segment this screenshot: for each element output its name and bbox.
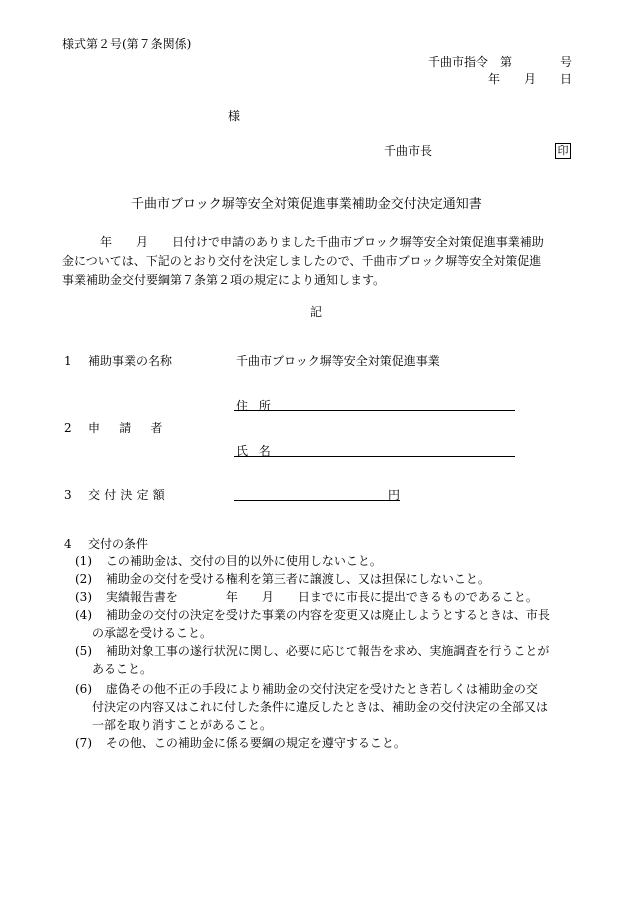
sender-title: 千曲市長 (384, 144, 433, 158)
name-underline (234, 456, 515, 457)
item3-label: 交付決定額 (88, 488, 170, 502)
address-underline (234, 410, 515, 411)
item4-number: 4 (64, 537, 72, 551)
item3-unit: 円 (388, 488, 401, 502)
condition-1 (75, 555, 382, 567)
condition-6-text-3: 一部を取り消すことがあること。 (92, 718, 273, 732)
body-line-1: 年 月 日付けで申請のありました千曲市ブロック塀等安全対策促進事業補助 (100, 235, 544, 249)
item2-address-label: 住所 (236, 399, 282, 413)
item1-number: 1 (64, 354, 72, 368)
body-line-2: 金については、下記のとおり交付を決定しましたので、千曲市ブロック塀等安全対策促進 (62, 254, 542, 268)
condition-7-number: (7) (75, 736, 92, 750)
condition-5-text-1: 補助対象工事の遂行状況に関し、必要に応じて報告を求め、実施調査を行うことが (105, 644, 550, 658)
condition-4-text-2: の承認を受けること。 (92, 626, 213, 640)
condition-2-number: (2) (75, 572, 92, 586)
condition-6 (75, 683, 538, 695)
amount-underline (234, 500, 400, 501)
item2-name-label: 氏名 (236, 444, 282, 458)
condition-4-number: (4) (75, 608, 92, 622)
condition-6-number: (6) (75, 682, 92, 696)
condition-4-text-1: 補助金の交付の決定を受けた事業の内容を変更又は廃止しようとするときは、市長 (105, 608, 550, 622)
item1-label: 補助事業の名称 (88, 354, 173, 368)
condition-7 (75, 737, 406, 749)
condition-3-text: 実績報告書を 年 月 日までに市長に提出できるものであること。 (105, 590, 538, 604)
condition-5-number: (5) (75, 644, 92, 658)
document-title: 千曲市ブロック塀等安全対策促進事業補助金交付決定通知書 (131, 197, 482, 212)
condition-3-number: (3) (75, 590, 92, 604)
seal-stamp: 印 (555, 143, 571, 159)
condition-5 (75, 645, 549, 657)
condition-3 (75, 591, 538, 603)
addressee-suffix: 様 (228, 109, 241, 123)
condition-4 (75, 609, 550, 621)
condition-1-number: (1) (75, 554, 92, 568)
issue-date: 年 月 日 (487, 72, 572, 86)
form-number: 様式第２号(第７条関係) (62, 37, 192, 51)
item1-value: 千曲市ブロック塀等安全対策促進事業 (236, 354, 440, 368)
condition-5-text-2: あること。 (92, 662, 153, 676)
item4-label: 交付の条件 (88, 537, 149, 551)
item2-label: 申請者 (88, 421, 182, 435)
condition-2-text: 補助金の交付を受ける権利を第三者に譲渡し、又は担保にしないこと。 (105, 572, 490, 586)
ki-heading: 記 (310, 305, 323, 319)
item3-number: 3 (64, 488, 72, 502)
condition-6-text-1: 虚偽その他不正の手段により補助金の交付決定を受けたとき若しくは補助金の交 (105, 682, 538, 696)
body-line-3: 事業補助金交付要綱第７条第２項の規定により通知します。 (62, 273, 386, 287)
designation-number: 千曲市指令 第 号 (427, 55, 572, 69)
condition-2 (75, 573, 490, 585)
condition-7-text: その他、この補助金に係る要綱の規定を遵守すること。 (105, 736, 406, 750)
item2-number: 2 (64, 421, 72, 435)
condition-1-text: この補助金は、交付の目的以外に使用しないこと。 (105, 554, 382, 568)
condition-6-text-2: 付決定の内容又はこれに付した条件に違反したときは、補助金の交付決定の全部又は (92, 700, 549, 714)
